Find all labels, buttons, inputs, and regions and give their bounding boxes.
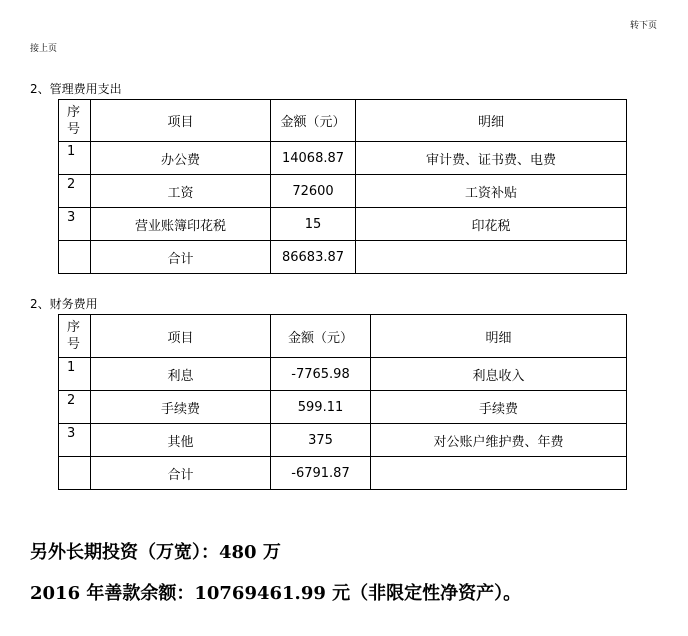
table-row: [59, 142, 627, 175]
table-header-row: [59, 100, 627, 142]
header-item: 项目: [91, 315, 271, 358]
table-row: [59, 358, 627, 391]
total-row: [59, 241, 627, 274]
row-index: 1: [59, 358, 91, 391]
row-item: 工资: [91, 175, 271, 208]
header-index: 序号: [59, 100, 91, 142]
row-detail: 审计费、证书费、电费: [356, 142, 627, 175]
row-index: 3: [59, 208, 91, 241]
row-index: 1: [59, 142, 91, 175]
table-row: [59, 391, 627, 424]
donation-balance-text: 2016 年善款余额：10769461.99 元（非限定性净资产）。: [30, 583, 522, 604]
row-detail: 利息收入: [371, 358, 627, 391]
admin-expense-title: 2、管理费用支出: [30, 82, 122, 96]
row-index: 2: [59, 391, 91, 424]
total-label: 合计: [91, 457, 271, 490]
header-amount: 金额（元）: [271, 315, 371, 358]
row-item: 利息: [91, 358, 271, 391]
header-index: 序号: [59, 315, 91, 358]
row-amount: -7765.98: [271, 358, 371, 391]
total-amount: 86683.87: [271, 241, 356, 274]
total-amount: -6791.87: [271, 457, 371, 490]
row-detail: 印花税: [356, 208, 627, 241]
table-row: [59, 424, 627, 457]
prev-page-note: 接上页: [30, 44, 58, 54]
header-item: 项目: [91, 100, 271, 142]
row-index: [59, 457, 91, 490]
table-row: [59, 175, 627, 208]
header-amount: 金额（元）: [271, 100, 356, 142]
row-item: 其他: [91, 424, 271, 457]
row-amount: 599.11: [271, 391, 371, 424]
row-amount: 14068.87: [271, 142, 356, 175]
row-item: 营业账簿印花税: [91, 208, 271, 241]
finance-expense-table: [58, 314, 627, 490]
row-detail: [371, 457, 627, 490]
next-page-note: 转下页: [630, 21, 658, 31]
row-detail: 工资补贴: [356, 175, 627, 208]
total-label: 合计: [91, 241, 271, 274]
row-detail: [356, 241, 627, 274]
row-amount: 72600: [271, 175, 356, 208]
total-row: [59, 457, 627, 490]
row-detail: 手续费: [371, 391, 627, 424]
admin-expense-table: [58, 99, 627, 274]
table-header-row: [59, 315, 627, 358]
row-amount: 15: [271, 208, 356, 241]
row-item: 办公费: [91, 142, 271, 175]
row-index: 2: [59, 175, 91, 208]
row-detail: 对公账户维护费、年费: [371, 424, 627, 457]
long-term-investment-text: 另外长期投资（万宽）：480 万: [30, 542, 281, 563]
row-index: [59, 241, 91, 274]
row-item: 手续费: [91, 391, 271, 424]
row-index: 3: [59, 424, 91, 457]
row-amount: 375: [271, 424, 371, 457]
finance-expense-title: 2、财务费用: [30, 297, 98, 311]
table-row: [59, 208, 627, 241]
header-detail: 明细: [356, 100, 627, 142]
header-detail: 明细: [371, 315, 627, 358]
